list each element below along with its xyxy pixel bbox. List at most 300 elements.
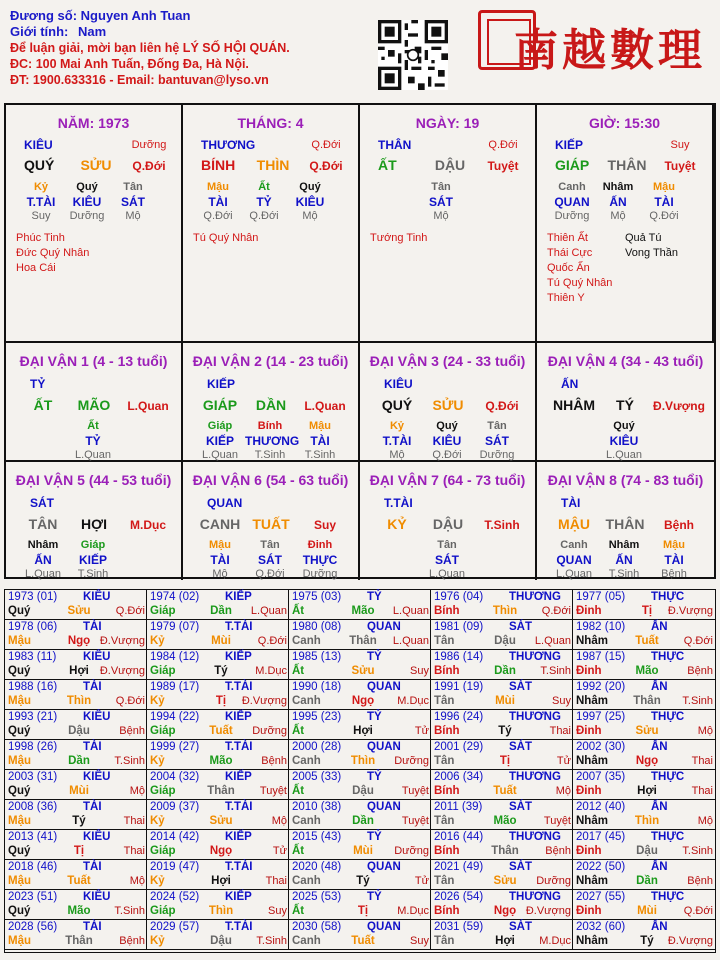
auxiliary-star: Tướng Tinh xyxy=(370,232,428,244)
year-cell xyxy=(147,590,289,620)
year-stem: Mậu xyxy=(8,755,31,767)
year-cell xyxy=(431,770,573,800)
year-branch: Dậu xyxy=(210,935,232,947)
year-cell xyxy=(573,680,715,710)
year-cell xyxy=(5,620,147,650)
hidden-god: QUAN xyxy=(556,553,592,567)
year-cell xyxy=(147,860,289,890)
year-stem: Mậu xyxy=(8,875,31,887)
year-number: 2007 (35) xyxy=(576,771,626,783)
year-phase: Đ.Vượng xyxy=(99,635,145,647)
year-phase: Tử xyxy=(414,875,429,887)
pillar-2 xyxy=(360,105,537,343)
dai-van-title: ĐẠI VẬN 2 (14 - 23 tuổi) xyxy=(192,353,349,369)
year-phase: T.Sinh xyxy=(114,755,145,767)
year-stem: Kỷ xyxy=(150,875,165,887)
heavenly-stem: GIÁP xyxy=(555,157,590,173)
year-cell xyxy=(431,800,573,830)
year-number: 2008 (36) xyxy=(8,801,58,813)
year-stem: Nhâm xyxy=(576,635,608,647)
year-god: THỰC xyxy=(651,831,685,843)
year-branch: Dần xyxy=(352,815,374,827)
hidden-stem: Quý xyxy=(76,181,98,193)
year-phase: T.Sinh xyxy=(114,905,145,917)
year-number: 2026 (54) xyxy=(434,891,484,903)
year-phase: T.Sinh xyxy=(540,665,571,677)
year-branch: Ngọ xyxy=(351,695,375,707)
hidden-god: SÁT xyxy=(258,553,282,567)
hidden-stem: Mậu xyxy=(663,539,685,551)
year-god: ẤN xyxy=(651,921,668,933)
year-god: QUAN xyxy=(367,921,401,933)
year-cell xyxy=(289,710,431,740)
year-stem: Bính xyxy=(434,905,460,917)
year-god: THƯƠNG xyxy=(509,771,561,783)
year-number: 1993 (21) xyxy=(8,711,58,723)
stem-god: THƯƠNG xyxy=(201,138,256,152)
year-phase: M.Dục xyxy=(397,905,429,917)
year-number: 2023 (51) xyxy=(8,891,58,903)
year-god: T.TÀI xyxy=(225,741,253,753)
hidden-god: TÀI xyxy=(210,553,230,567)
year-stem: Canh xyxy=(292,815,321,827)
earthly-branch: THÂN xyxy=(607,157,647,173)
hidden-stem: Canh xyxy=(560,539,588,551)
dai-van-phase: Suy xyxy=(313,518,336,532)
year-branch: Sửu xyxy=(493,875,517,887)
year-cell xyxy=(5,740,147,770)
year-god: KIÊU xyxy=(83,771,111,783)
hidden-god: TÀI xyxy=(310,434,330,448)
year-stem: Mậu xyxy=(8,815,31,827)
year-number: 2020 (48) xyxy=(292,861,342,873)
hidden-stem: Tân xyxy=(260,539,280,551)
year-phase: Dưỡng xyxy=(394,755,429,767)
year-stem: Canh xyxy=(292,635,321,647)
year-phase: Thai xyxy=(691,785,713,797)
year-stem: Giáp xyxy=(150,665,176,677)
hidden-stem: Bính xyxy=(257,420,283,432)
year-stem: Quý xyxy=(8,785,31,797)
year-phase: Q.Đới xyxy=(115,605,145,617)
year-phase: Bệnh xyxy=(119,935,145,947)
year-number: 1982 (10) xyxy=(576,621,626,633)
brand-logo xyxy=(478,10,710,80)
hidden-stem: Nhâm xyxy=(602,181,634,193)
hidden-phase: Q.Đới xyxy=(255,568,285,580)
year-god: THỰC xyxy=(651,651,685,663)
year-cell xyxy=(147,920,289,950)
dai-van-branch: MÃO xyxy=(77,397,111,413)
year-stem: Nhâm xyxy=(576,815,608,827)
hidden-god: TỶ xyxy=(85,434,101,448)
hidden-phase: Q.Đới xyxy=(432,449,462,461)
year-god: TỶ xyxy=(367,831,382,843)
hidden-stem: Mậu xyxy=(209,539,231,551)
hidden-god: SÁT xyxy=(435,553,459,567)
year-phase: M.Dục xyxy=(397,695,429,707)
year-number: 2028 (56) xyxy=(8,921,58,933)
year-stem: Kỷ xyxy=(150,635,165,647)
hidden-phase: T.Sinh xyxy=(608,568,640,580)
year-branch: Dậu xyxy=(68,725,90,737)
dai-van-stem: GIÁP xyxy=(202,397,238,413)
dai-van-god: QUAN xyxy=(207,496,243,510)
dai-van-stem: TÂN xyxy=(28,516,58,532)
year-branch: Thân xyxy=(349,635,377,647)
pillar-title: NGÀY: 19 xyxy=(415,115,480,131)
year-god: KIÊU xyxy=(83,711,111,723)
year-number: 1999 (27) xyxy=(150,741,200,753)
year-branch: Dần xyxy=(636,875,658,887)
year-stem: Quý xyxy=(8,725,31,737)
year-god: THƯƠNG xyxy=(509,831,561,843)
year-god: SÁT xyxy=(509,861,532,873)
year-number: 2027 (55) xyxy=(576,891,626,903)
hidden-phase: Mộ xyxy=(389,449,405,461)
year-god: TỶ xyxy=(367,711,382,723)
year-phase: Mộ xyxy=(129,875,145,887)
hidden-stem: Đinh xyxy=(307,539,333,551)
year-stem: Tân xyxy=(434,755,455,767)
year-number: 2011 (39) xyxy=(434,801,483,813)
year-stem: Mậu xyxy=(8,635,31,647)
year-stem: Tân xyxy=(434,815,455,827)
year-stem: Giáp xyxy=(150,845,176,857)
dai-van-title: ĐẠI VẬN 1 (4 - 13 tuổi) xyxy=(19,353,168,369)
dai-van-phase: T.Sinh xyxy=(484,518,520,532)
hidden-phase: Q.Đới xyxy=(203,210,233,222)
auxiliary-star: Tú Quý Nhân xyxy=(193,232,259,244)
branch-phase: Tuyệt xyxy=(664,159,696,173)
year-number: 2018 (46) xyxy=(8,861,58,873)
dai-van-phase: Bệnh xyxy=(664,518,694,532)
year-stem: Bính xyxy=(434,785,460,797)
year-god: KIÊU xyxy=(83,831,111,843)
contact-line: Để luận giải, mời bạn liên hệ LÝ SỐ HỘI QUÁN. xyxy=(10,41,290,55)
year-phase: Tử xyxy=(414,725,429,737)
year-cell xyxy=(431,710,573,740)
year-cell xyxy=(289,680,431,710)
year-branch: Thìn xyxy=(350,755,376,767)
hidden-phase: Mộ xyxy=(433,210,449,222)
year-stem: Canh xyxy=(292,935,321,947)
dai-van-7 xyxy=(360,462,537,580)
pillar-3 xyxy=(537,105,714,343)
hidden-stem: Canh xyxy=(558,181,586,193)
hidden-phase: Bệnh xyxy=(661,568,687,580)
heavenly-stem: ẤT xyxy=(378,157,397,173)
year-phase: Tuyệt xyxy=(401,785,429,797)
year-cell xyxy=(573,590,715,620)
dai-van-phase: Q.Đới xyxy=(485,399,519,413)
year-god: SÁT xyxy=(509,921,532,933)
year-god: KIẾP xyxy=(225,891,252,903)
year-number: 1988 (16) xyxy=(8,681,58,693)
dai-van-branch: SỬU xyxy=(432,397,464,413)
year-stem: Nhâm xyxy=(576,695,608,707)
year-god: ẤN xyxy=(651,621,668,633)
year-branch: Tuất xyxy=(209,725,233,737)
year-god: KIẾP xyxy=(225,771,252,783)
pillar-title: THÁNG: 4 xyxy=(237,115,304,131)
year-cell xyxy=(147,770,289,800)
year-god: TỶ xyxy=(367,651,382,663)
year-branch: Dậu xyxy=(352,785,374,797)
year-branch: Mão xyxy=(635,665,659,677)
year-branch: Mùi xyxy=(69,785,89,797)
hidden-god: KIÊU xyxy=(609,434,639,448)
year-god: TÀI xyxy=(83,801,102,813)
year-stem: Ất xyxy=(292,665,305,677)
year-branch: Mão xyxy=(351,605,375,617)
year-number: 2002 (30) xyxy=(576,741,626,753)
hidden-phase: L.Quan xyxy=(428,568,466,580)
dai-van-stem: KỶ xyxy=(387,516,407,532)
year-cell xyxy=(573,620,715,650)
year-stem: Bính xyxy=(434,605,460,617)
year-god: T.TÀI xyxy=(225,801,253,813)
year-stem: Đinh xyxy=(576,605,602,617)
hidden-god: THƯƠNG xyxy=(245,434,300,448)
auxiliary-star: Quả Tú xyxy=(625,232,662,244)
auxiliary-star: Đức Quý Nhân xyxy=(16,247,90,259)
year-stem: Mậu xyxy=(8,695,31,707)
year-branch: Tý xyxy=(214,665,228,677)
hidden-stem: Quý xyxy=(299,181,321,193)
auxiliary-star: Vong Thần xyxy=(625,247,679,259)
year-stem: Ất xyxy=(292,605,305,617)
year-phase: Bệnh xyxy=(545,845,571,857)
year-branch: Hợi xyxy=(637,785,657,797)
dai-van-stem: QUÝ xyxy=(381,397,413,413)
qr-code-icon[interactable] xyxy=(378,20,448,90)
dai-van-god: ẤN xyxy=(561,377,579,391)
year-branch: Mùi xyxy=(353,845,373,857)
dai-van-phase: L.Quan xyxy=(304,399,346,413)
year-branch: Mão xyxy=(493,815,517,827)
year-branch: Tý xyxy=(72,815,86,827)
year-god: T.TÀI xyxy=(225,861,253,873)
year-stem: Ất xyxy=(292,725,305,737)
year-number: 2030 (58) xyxy=(292,921,342,933)
year-phase: Bệnh xyxy=(687,875,713,887)
year-number: 1996 (24) xyxy=(434,711,484,723)
year-cell xyxy=(147,830,289,860)
year-cell xyxy=(289,740,431,770)
hidden-stem: Tân xyxy=(437,539,457,551)
year-phase: L.Quan xyxy=(392,635,429,647)
year-branch: Tuất xyxy=(635,635,659,647)
hidden-phase: L.Quan xyxy=(555,568,593,580)
year-number: 1989 (17) xyxy=(150,681,200,693)
dai-van-god: KIẾP xyxy=(207,377,236,391)
hidden-stem: Mậu xyxy=(309,420,331,432)
year-phase: Mộ xyxy=(555,785,571,797)
hidden-stem: Mậu xyxy=(653,181,675,193)
year-phase: M.Dục xyxy=(255,665,287,677)
year-cell xyxy=(289,920,431,950)
year-stem: Tân xyxy=(434,695,455,707)
dai-van-god: SÁT xyxy=(30,496,54,510)
year-cell xyxy=(431,620,573,650)
hidden-stem: Giáp xyxy=(207,420,233,432)
dai-van-title: ĐẠI VẬN 7 (64 - 73 tuổi) xyxy=(369,472,526,488)
year-number: 1978 (06) xyxy=(8,621,58,633)
year-branch: Hợi xyxy=(353,725,373,737)
year-stem: Tân xyxy=(434,935,455,947)
year-branch: Hợi xyxy=(69,665,89,677)
dai-van-phase: L.Quan xyxy=(127,399,169,413)
hidden-god: KIÊU xyxy=(432,434,462,448)
year-phase: Mộ xyxy=(271,815,287,827)
year-number: 1980 (08) xyxy=(292,621,342,633)
year-branch: Tý xyxy=(356,875,370,887)
hidden-phase: L.Quan xyxy=(605,449,643,461)
dai-van-3 xyxy=(360,343,537,461)
year-stem: Bính xyxy=(434,845,460,857)
dai-van-god: TÀI xyxy=(561,496,581,510)
auxiliary-star: Phúc Tinh xyxy=(16,232,65,244)
dai-van-god: TỶ xyxy=(30,377,46,391)
year-god: TỶ xyxy=(367,591,382,603)
hidden-god: THỰC xyxy=(302,553,338,567)
hidden-stem: Nhâm xyxy=(608,539,640,551)
year-number: 2032 (60) xyxy=(576,921,626,933)
hidden-stem: Kỷ xyxy=(33,181,49,193)
hidden-god: T.TÀI xyxy=(26,195,56,209)
address-line: ĐC: 100 Mai Anh Tuấn, Đống Đa, Hà Nội. xyxy=(10,57,249,71)
year-cell xyxy=(289,650,431,680)
year-god: T.TÀI xyxy=(225,621,253,633)
hidden-god: TỶ xyxy=(256,195,272,209)
branch-phase: Tuyệt xyxy=(487,159,519,173)
dai-van-title: ĐẠI VẬN 5 (44 - 53 tuổi) xyxy=(15,472,172,488)
year-god: SÁT xyxy=(509,801,532,813)
year-branch: Ngọ xyxy=(67,635,91,647)
dai-van-5 xyxy=(6,462,183,580)
year-cell xyxy=(431,890,573,920)
year-cell xyxy=(5,800,147,830)
year-branch: Mùi xyxy=(211,635,231,647)
year-stem: Đinh xyxy=(576,725,602,737)
auxiliary-star: Thái Cực xyxy=(547,247,593,259)
dai-van-title: ĐẠI VẬN 3 (24 - 33 tuổi) xyxy=(369,353,526,369)
year-number: 2003 (31) xyxy=(8,771,58,783)
hidden-phase: Mộ xyxy=(125,210,141,222)
year-phase: T.Sinh xyxy=(256,935,287,947)
year-phase: Đ.Vượng xyxy=(667,935,713,947)
year-branch: Tị xyxy=(357,905,369,917)
hidden-phase: Suy xyxy=(31,210,51,222)
hidden-stem: Quý xyxy=(436,420,458,432)
year-phase: Tử xyxy=(272,845,287,857)
stem-god: KIẾP xyxy=(555,138,584,152)
year-stem: Đinh xyxy=(576,905,602,917)
logo-text: 南越數理 xyxy=(514,25,706,76)
year-god: KIẾP xyxy=(225,711,252,723)
year-cell xyxy=(5,830,147,860)
year-number: 1991 (19) xyxy=(434,681,484,693)
hidden-phase: Dưỡng xyxy=(302,568,338,580)
year-phase: Dưỡng xyxy=(252,725,287,737)
year-cell xyxy=(147,650,289,680)
year-phase: Thai xyxy=(123,815,145,827)
year-number: 2022 (50) xyxy=(576,861,626,873)
year-cell xyxy=(289,770,431,800)
year-cell xyxy=(573,890,715,920)
year-cell xyxy=(147,890,289,920)
hidden-god: KIÊU xyxy=(295,195,325,209)
year-stem: Quý xyxy=(8,665,31,677)
year-phase: M.Dục xyxy=(539,935,571,947)
year-cell xyxy=(289,890,431,920)
year-phase: Mộ xyxy=(697,815,713,827)
year-cell xyxy=(573,770,715,800)
year-phase: Q.Đới xyxy=(257,635,287,647)
dai-van-stem: CANH xyxy=(199,516,241,532)
earthly-branch: DẬU xyxy=(434,157,466,173)
hidden-phase: L.Quan xyxy=(201,449,239,461)
year-phase: Thai xyxy=(265,875,287,887)
year-stem: Ất xyxy=(292,905,305,917)
year-stem: Ất xyxy=(292,785,305,797)
year-phase: Q.Đới xyxy=(115,695,145,707)
year-number: 2005 (33) xyxy=(292,771,342,783)
year-number: 2010 (38) xyxy=(292,801,342,813)
hidden-phase: Mộ xyxy=(302,210,318,222)
year-branch: Tị xyxy=(215,695,227,707)
year-cell xyxy=(5,680,147,710)
year-branch: Tuất xyxy=(493,785,517,797)
year-branch: Sửu xyxy=(351,665,375,677)
year-god: THƯƠNG xyxy=(509,891,561,903)
year-stem: Kỷ xyxy=(150,815,165,827)
year-god: ẤN xyxy=(651,741,668,753)
year-branch: Mão xyxy=(209,755,233,767)
year-cell xyxy=(431,590,573,620)
gender-row: Giới tính: Nam xyxy=(10,24,107,39)
hidden-god: QUAN xyxy=(554,195,590,209)
year-branch: Thân xyxy=(633,695,661,707)
year-number: 2021 (49) xyxy=(434,861,484,873)
year-phase: Tử xyxy=(556,755,571,767)
year-god: T.TÀI xyxy=(225,921,253,933)
year-branch: Thân xyxy=(491,845,519,857)
year-branch: Tị xyxy=(641,605,653,617)
year-phase: Thai xyxy=(549,725,571,737)
hidden-god: KIẾP xyxy=(78,553,107,567)
dai-van-6 xyxy=(183,462,360,580)
heavenly-stem: BÍNH xyxy=(201,157,236,173)
year-phase: T.Sinh xyxy=(682,695,713,707)
hidden-phase: L.Quan xyxy=(24,568,62,580)
year-phase: Tuyệt xyxy=(401,815,429,827)
year-god: KIÊU xyxy=(83,651,111,663)
year-stem: Đinh xyxy=(576,785,602,797)
four-pillars-grid xyxy=(4,103,716,579)
year-branch: Ngọ xyxy=(209,845,233,857)
year-god: KIẾP xyxy=(225,591,252,603)
year-stem: Nhâm xyxy=(576,875,608,887)
stem-phase: Suy xyxy=(670,139,690,151)
year-cell xyxy=(289,830,431,860)
year-number: 1992 (20) xyxy=(576,681,626,693)
year-number: 2031 (59) xyxy=(434,921,484,933)
stem-phase: Q.Đới xyxy=(488,139,518,151)
year-branch: Mùi xyxy=(637,905,657,917)
year-branch: Sửu xyxy=(67,605,91,617)
